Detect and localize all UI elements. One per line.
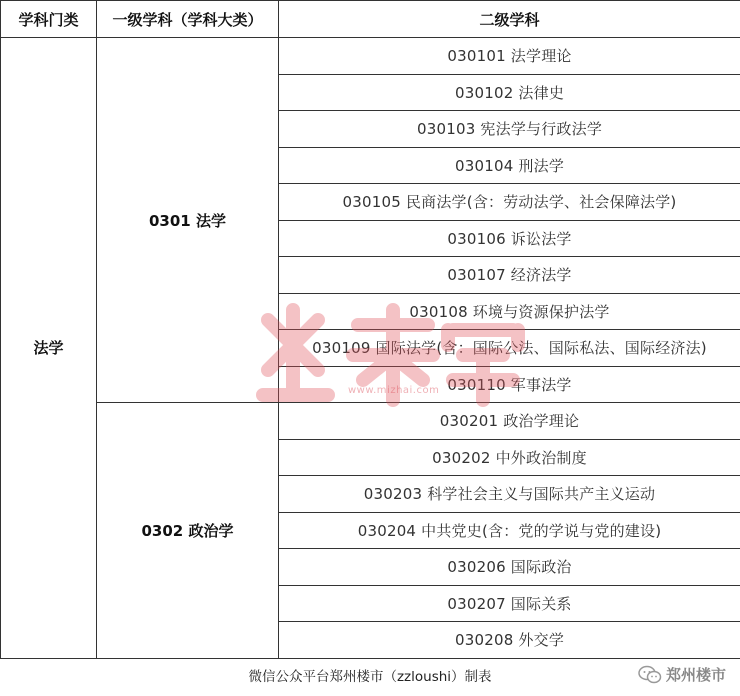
second-level-cell: 030206 国际政治 (279, 549, 740, 586)
watermark-url: www.mizhai.com (348, 385, 440, 396)
footer-caption: 微信公众平台郑州楼市（zzloushi）制表 (0, 658, 740, 696)
second-level-cell: 030204 中共党史(含：党的学说与党的建设) (279, 512, 740, 549)
second-level-cell: 030208 外交学 (279, 622, 740, 659)
category-cell: 法学 (1, 38, 97, 659)
footer-brand (638, 664, 726, 685)
second-level-cell: 030202 中外政治制度 (279, 439, 740, 476)
first-level-cell-politics: 0302 政治学 (97, 403, 279, 659)
wechat-icon (638, 665, 662, 685)
second-level-cell: 030108 环境与资源保护法学 (279, 293, 740, 330)
second-level-cell: 030109 国际法学(含：国际公法、国际私法、国际经济法) (279, 330, 740, 367)
header-category: 学科门类 (1, 1, 97, 38)
second-level-cell: 030102 法律史 (279, 74, 740, 111)
second-level-cell: 030110 军事法学 (279, 366, 740, 403)
first-level-cell-law: 0301 法学 (97, 38, 279, 403)
second-level-cell: 030103 宪法学与行政法学 (279, 111, 740, 148)
second-level-cell: 030201 政治学理论 (279, 403, 740, 440)
second-level-cell: 030203 科学社会主义与国际共产主义运动 (279, 476, 740, 513)
second-level-cell: 030106 诉讼法学 (279, 220, 740, 257)
table-header-row (1, 1, 740, 38)
second-level-cell: 030105 民商法学(含：劳动法学、社会保障法学) (279, 184, 740, 221)
table-row (1, 403, 740, 440)
footer-brand-label: 郑州楼市 (665, 666, 726, 684)
header-second-level: 二级学科 (279, 1, 740, 38)
second-level-cell: 030107 经济法学 (279, 257, 740, 294)
second-level-cell: 030104 刑法学 (279, 147, 740, 184)
table-row (1, 38, 740, 75)
second-level-cell: 030101 法学理论 (279, 38, 740, 75)
header-first-level: 一级学科（学科大类） (97, 1, 279, 38)
second-level-cell: 030207 国际关系 (279, 585, 740, 622)
